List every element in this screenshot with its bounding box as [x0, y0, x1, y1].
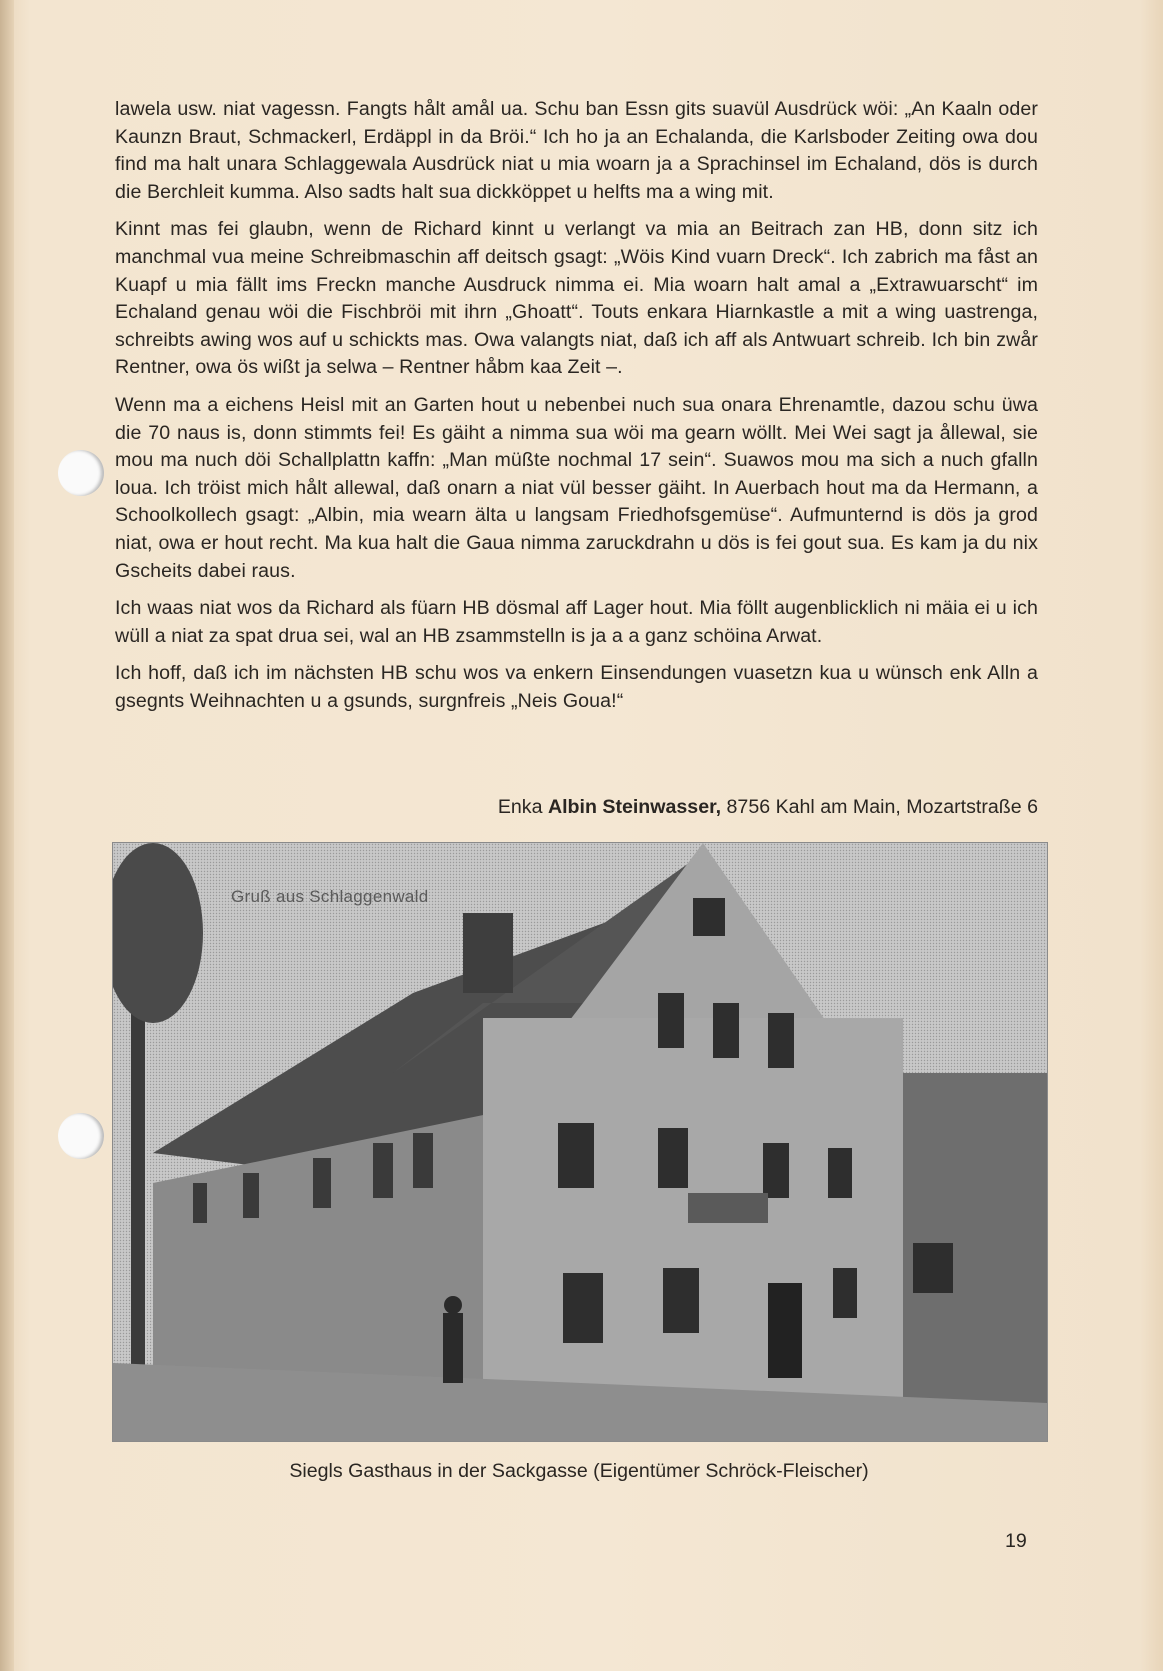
chimney [463, 913, 513, 993]
punch-hole-top [58, 450, 104, 496]
right-building [883, 1073, 1047, 1441]
paragraph-5: Ich hoff, daß ich im nächsten HB schu wos va enkern Einsendungen vuasetzn kua u wünsch enk Alln a gsegnts Weihnachten u a gsunds, surgnfreis „Neis Goua!“ [115, 662, 1038, 712]
author-address: 8756 Kahl am Main, Mozartstraße 6 [721, 796, 1038, 818]
person [443, 1313, 463, 1383]
paragraph-2: Kinnt mas fei glaubn, wenn de Richard kinnt u verlangt va mia an Beitrach zan HB, donn sitz ich manchmal vua meine Schreibmaschin aff deitsch gsagt: „Wöis Kind vuarn Dreck“. Ich zabrich ma fåst an Kuapf u mia fällt ims Freckn manche Ausdruck nimma ei. Mia woarn halt amal a „Extrawuarscht“ im Echaland genau wöi die Fischbröi mit ihrn „Ghoatt“. Touts enkara Hiarnkastle a mit a wing uastrenga, schreibts awing wos auf u schickts mas. Owa valangts niat, daß ich aff als Antwuart schreib. Ich bin zwår Rentner, owa ös wißt ja selwa – Rentner håbm kaa Zeit –. [115, 218, 1038, 379]
binding-spine [0, 0, 14, 1671]
photo-illustration [113, 843, 1047, 1441]
photo-caption: Siegls Gasthaus in der Sackgasse (Eigentümer Schröck-Fleischer) [289, 1460, 869, 1482]
signature-prefix: Enka [497, 796, 548, 818]
author-name: Albin Steinwasser, [547, 796, 722, 818]
main-house-wall [483, 1018, 903, 1438]
paragraph-3: Wenn ma a eichens Heisl mit an Garten hout u nebenbei nuch sua onara Ehrenamtle, dazou schu üwa die 70 naus is, donn stimmts fei! Es gäiht a nimma sua wöi ma gearn wöllt. Mei Wei sagt ja ållewal, sie mou ma nuch döi Schallplattn kaffn: „Man müßte nochmal 17 sein“. Suawos mou ma sich a nuch gfalln loua. Ich tröist mich hålt allewal, daß onarn a niat vül besser gäiht. In Auerbach hout ma da Hermann, a Schoolkollech gsagt: „Albin, mia wearn älta u langsam Friedhofsgemüse“. Aufmunternd is dös ja grod niat, owa er hout recht. Ma kua halt die Gaua nimma zaruckdrahn u dös is fei gout sua. Es kam ja du nix Gscheits dabei raus. [115, 393, 1038, 582]
building-photo [112, 842, 1048, 1442]
photo-inset-text: Gruß aus Schlaggenwald [231, 887, 429, 906]
inn-sign [688, 1193, 768, 1223]
article-body [115, 96, 1038, 725]
punch-hole-bottom [58, 1113, 104, 1159]
paragraph-1: lawela usw. niat vagessn. Fangts hålt amål ua. Schu ban Essn gits suavül Ausdrück wöi: „An Kaaln oder Kaunzn Braut, Schmackerl, Erdäppl in da Bröi.“ Ich ho ja an Echalanda, die Karlsboder Zeiting owa dou find ma halt unara Schlaggewala Ausdrück niat u mia woarn ja a Sprachinsel im Echaland, dös is durch die Berchleit kumma. Also sadts halt sua dickköppet u helfts ma a wing mit. [115, 98, 1038, 203]
door [768, 1283, 802, 1378]
paragraph-4: Ich waas niat wos da Richard als füarn HB dösmal aff Lager hout. Mia föllt augenblicklich ni mäia ei u ich wüll a niat za spat drua sei, wal an HB zsammstelln is ja a a ganz schöina Arwat. [115, 597, 1038, 647]
page-number: 19 [1005, 1530, 1027, 1552]
signature-line [115, 796, 1038, 819]
